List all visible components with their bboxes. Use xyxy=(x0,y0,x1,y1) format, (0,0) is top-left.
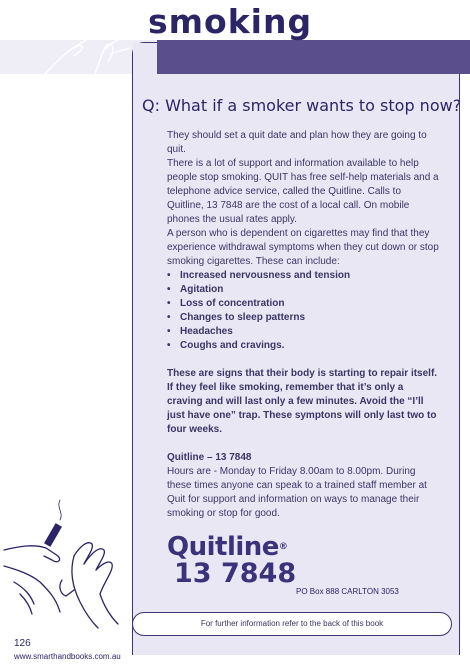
list-item: • Agitation xyxy=(167,283,439,297)
logo-number: 13 7848 xyxy=(174,558,297,589)
paragraph-support: There is a lot of support and information available to help people stop smoking. QUIT has free self-help materials and a telephone advice service, called the Quitline. Calls to Quitline, 13 7848 are the cost of a local call. On mobile phones the usual rates apply. xyxy=(167,158,439,225)
list-item: • Loss of concentration xyxy=(167,297,439,311)
quitline-hours: Hours are - Monday to Friday 8.00am to 8.00pm. During these times anyone can speak to a trained staff member at Quit for support and information on ways to manage their smoking or stop for good. xyxy=(167,466,427,519)
logo-word: Quitline xyxy=(167,532,279,562)
paragraph-quit-date: They should set a quit date and plan how they are going to quit. xyxy=(167,130,427,155)
list-item: • Headaches xyxy=(167,325,439,339)
website-url[interactable]: www.smarthandbooks.com.au xyxy=(14,652,121,661)
registered-mark: ® xyxy=(278,542,288,552)
hands-illustration-top xyxy=(40,36,140,76)
symptom-list xyxy=(167,269,439,353)
header-band-dark xyxy=(157,40,470,74)
paragraph-repair-signs: These are signs that their body is starting to repair itself. If they feel like smoking, remember that it’s only a craving and will last only a few minutes. Avoid the “I’ll just have one” trap. These symptons will only last two to four weeks. xyxy=(167,368,438,435)
body-text xyxy=(167,129,439,521)
quitline-heading: Quitline – 13 7848 xyxy=(167,452,252,463)
po-box-address: PO Box 888 CARLTON 3053 xyxy=(296,587,399,596)
paragraph-withdrawal: A person who is dependent on cigarettes may find that they experience withdrawal symptoms when they cut down or stop smoking cigarettes. These can include: xyxy=(167,228,439,267)
footer-note: For further information refer to the back of this book xyxy=(200,619,384,628)
list-item: • Changes to sleep patterns xyxy=(167,311,439,325)
list-item: • Increased nervousness and tension xyxy=(167,269,439,283)
page-title: smoking xyxy=(148,2,313,41)
question-heading: Q: What if a smoker wants to stop now? xyxy=(142,96,462,115)
footer-note-box xyxy=(132,612,452,636)
page-number: 126 xyxy=(14,638,31,649)
quitline-logo xyxy=(167,534,296,588)
hands-illustration-bottom xyxy=(0,490,132,630)
list-item: • Coughs and cravings. xyxy=(167,339,439,353)
